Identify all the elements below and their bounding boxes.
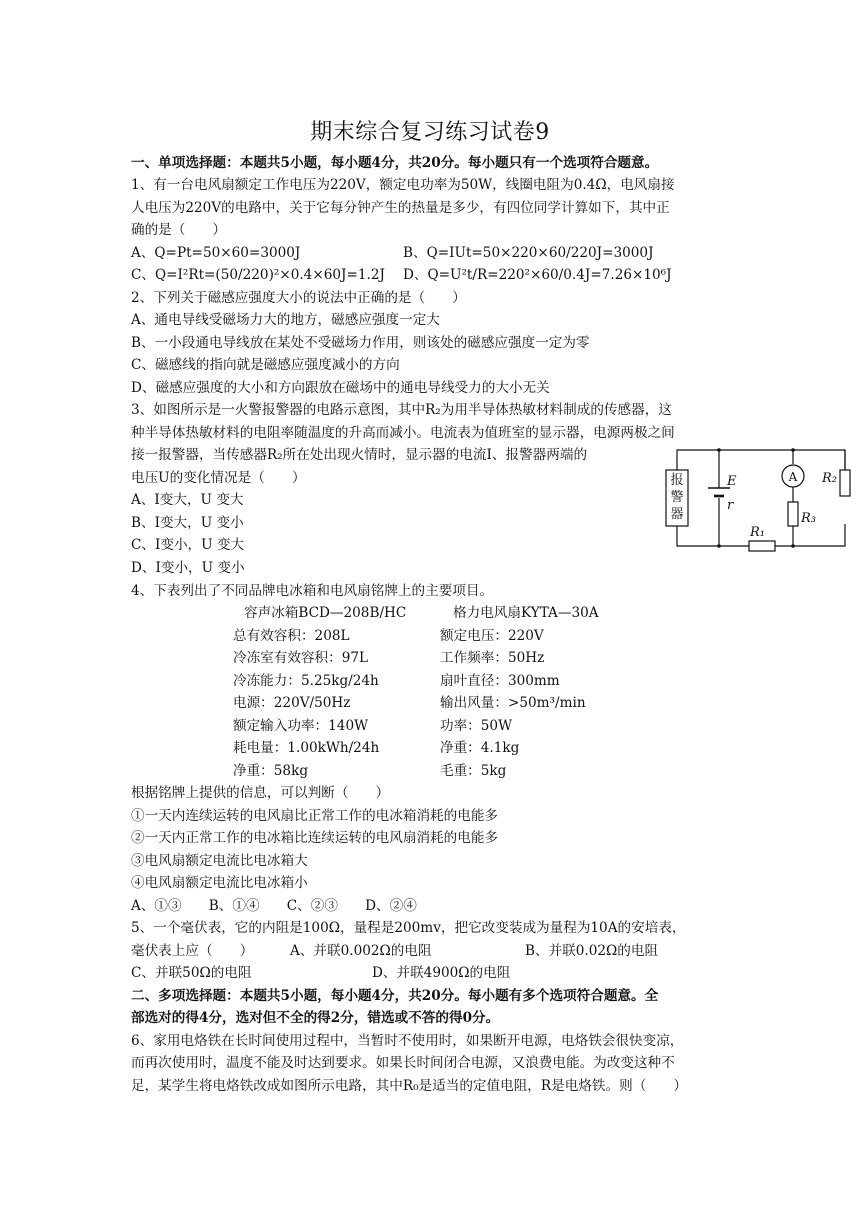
q5-option-a: A、并联0.002Ω的电阻 [290, 943, 432, 959]
q3-option-b: B、I变大，U 变小 [131, 515, 244, 531]
q1-line3: 确的是（ ） [131, 222, 227, 238]
section2-header-line1: 二、多项选择题：本题共5小题，每小题4分，共20分。每小题有多个选项符合题意。全 [131, 988, 659, 1004]
q4-options: A、①③ B、①④ C、②③ D、②④ [131, 898, 417, 914]
q3-line4: 电压U的变化情况是（ ） [131, 470, 306, 486]
q2-option-a: A、通电导线受磁场力大的地方，磁感应强度一定大 [131, 312, 440, 328]
q4-stem: 4、下表列出了不同品牌电冰箱和电风扇铭牌上的主要项目。 [131, 583, 494, 599]
alarm-label-2: 警 [670, 490, 684, 505]
q1-option-d: D、Q=U²t/R=220²×60/0.4J=7.26×10⁶J [403, 267, 672, 283]
page-title: 期末综合复习练习试卷9 [310, 120, 550, 145]
q4-statement-1: ①一天内连续运转的电风扇比正常工作的电冰箱消耗的电能多 [131, 808, 499, 824]
q1-line2: 人电压为220V的电路中，关于它每分钟产生的热量是多少，有四位同学计算如下，其中正 [131, 200, 670, 216]
q3-line2: 种半导体热敏材料的电阻率随温度的升高而减小。电流表为值班室的显示器，电源两极之间 [131, 425, 675, 441]
q3-line3: 接一报警器，当传感器R₂所在处出现火情时，显示器的电流I、报警器两端的 [131, 447, 588, 463]
q2-option-c: C、磁感线的指向就是磁感应强度减小的方向 [131, 357, 400, 373]
fan-spec: 输出风量：>50m³/min [440, 695, 586, 711]
q1-option-a: A、Q=Pt=50×60=3000J [131, 245, 301, 261]
q4-statement-4: ④电风扇额定电流比电冰箱小 [131, 875, 308, 891]
fan-spec: 功率：50W [440, 718, 513, 734]
q5-line1: 5、一个毫伏表，它的内阻是100Ω，量程是200mv，把它改变装成为量程为10A的安培表， [131, 920, 686, 936]
junction-dot [791, 544, 795, 548]
q4-judge: 根据铭牌上提供的信息，可以判断（ ） [131, 785, 390, 801]
fridge-spec: 冷冻室有效容积：97L [233, 650, 369, 666]
q3-option-d: D、I变小，U 变小 [131, 560, 245, 576]
q2-option-d: D、磁感应强度的大小和方向跟放在磁场中的通电导线受力的大小无关 [131, 380, 550, 396]
internal-resistance-label: r [727, 498, 734, 513]
r3-label: R₃ [801, 511, 816, 526]
q4-statement-2: ②一天内正常工作的电冰箱比连续运转的电风扇消耗的电能多 [131, 830, 499, 846]
q5-option-c: C、并联50Ω的电阻 [131, 965, 252, 981]
q6-line1: 6、家用电烙铁在长时间使用过程中，当暂时不使用时，如果断开电源，电烙铁会很快变凉， [131, 1033, 684, 1049]
r2-label: R₂ [822, 471, 837, 486]
q2-option-b: B、一小段通电导线放在某处不受磁场力作用，则该处的磁感应强度一定为零 [131, 335, 590, 351]
emf-label: E [727, 474, 737, 489]
q3-option-a: A、I变大，U 变大 [131, 492, 244, 508]
q1-line1: 1、有一台电风扇额定工作电压为220V，额定电功率为50W，线圈电阻为0.4Ω，电风扇接 [131, 177, 675, 193]
q6-line3: 足，某学生将电烙铁改成如图所示电路，其中R₀是适当的定值电阻，R是电烙铁。则（ ） [131, 1078, 688, 1094]
fridge-spec: 电源：220V/50Hz [233, 695, 351, 711]
section1-header: 一、单项选择题：本题共5小题，每小题4分，共20分。每小题只有一个选项符合题意。 [131, 155, 659, 171]
fan-title: 格力电风扇KYTA—30A [453, 605, 599, 621]
q6-line2: 而再次使用时，温度不能及时达到要求。如果长时间闭合电源，又浪费电能。为改变这种不 [131, 1055, 675, 1071]
fan-spec: 毛重：5kg [440, 763, 507, 779]
r1-label: R₁ [750, 525, 765, 540]
fridge-spec: 冷冻能力：5.25kg/24h [233, 673, 379, 689]
junction-dot [717, 448, 721, 452]
alarm-label-3: 器 [670, 507, 684, 522]
fan-spec: 扇叶直径：300mm [440, 673, 560, 689]
alarm-label: 报 [670, 473, 684, 488]
q3-option-c: C、I变小，U 变大 [131, 537, 245, 553]
fridge-title: 容声冰箱BCD—208B/HC [244, 605, 407, 621]
q5-line2: 毫伏表上应（ ） [131, 943, 254, 959]
q1-option-b: B、Q=IUt=50×220×60/220J=3000J [403, 245, 654, 261]
fan-spec: 净重：4.1kg [440, 740, 520, 756]
q1-option-c: C、Q=I²Rt=(50/220)²×0.4×60J=1.2J [131, 267, 385, 283]
junction-dot [717, 544, 721, 548]
fridge-spec: 耗电量：1.00kWh/24h [233, 740, 380, 756]
fan-spec: 额定电压：220V [440, 628, 544, 644]
ammeter-label: A [788, 470, 798, 484]
fridge-spec: 总有效容积：208L [233, 628, 350, 644]
fan-spec: 工作频率：50Hz [440, 650, 545, 666]
alarm-circuit-diagram [663, 440, 859, 566]
fridge-spec: 净重：58kg [233, 763, 309, 779]
q3-line1: 3、如图所示是一火警报警器的电路示意图，其中R₂为用半导体热敏材料制成的传感器，这 [131, 402, 672, 418]
section2-header-line2: 部选对的得4分，选对但不全的得2分，错选或不答的得0分。 [131, 1010, 500, 1026]
fridge-spec: 额定输入功率：140W [233, 718, 369, 734]
q5-option-b: B、并联0.02Ω的电阻 [525, 943, 659, 959]
junction-dot [791, 448, 795, 452]
q4-statement-3: ③电风扇额定电流比电冰箱大 [131, 853, 308, 869]
q5-option-d: D、并联4900Ω的电阻 [372, 965, 511, 981]
q2-stem: 2、下列关于磁感应强度大小的说法中正确的是（ ） [131, 290, 466, 306]
